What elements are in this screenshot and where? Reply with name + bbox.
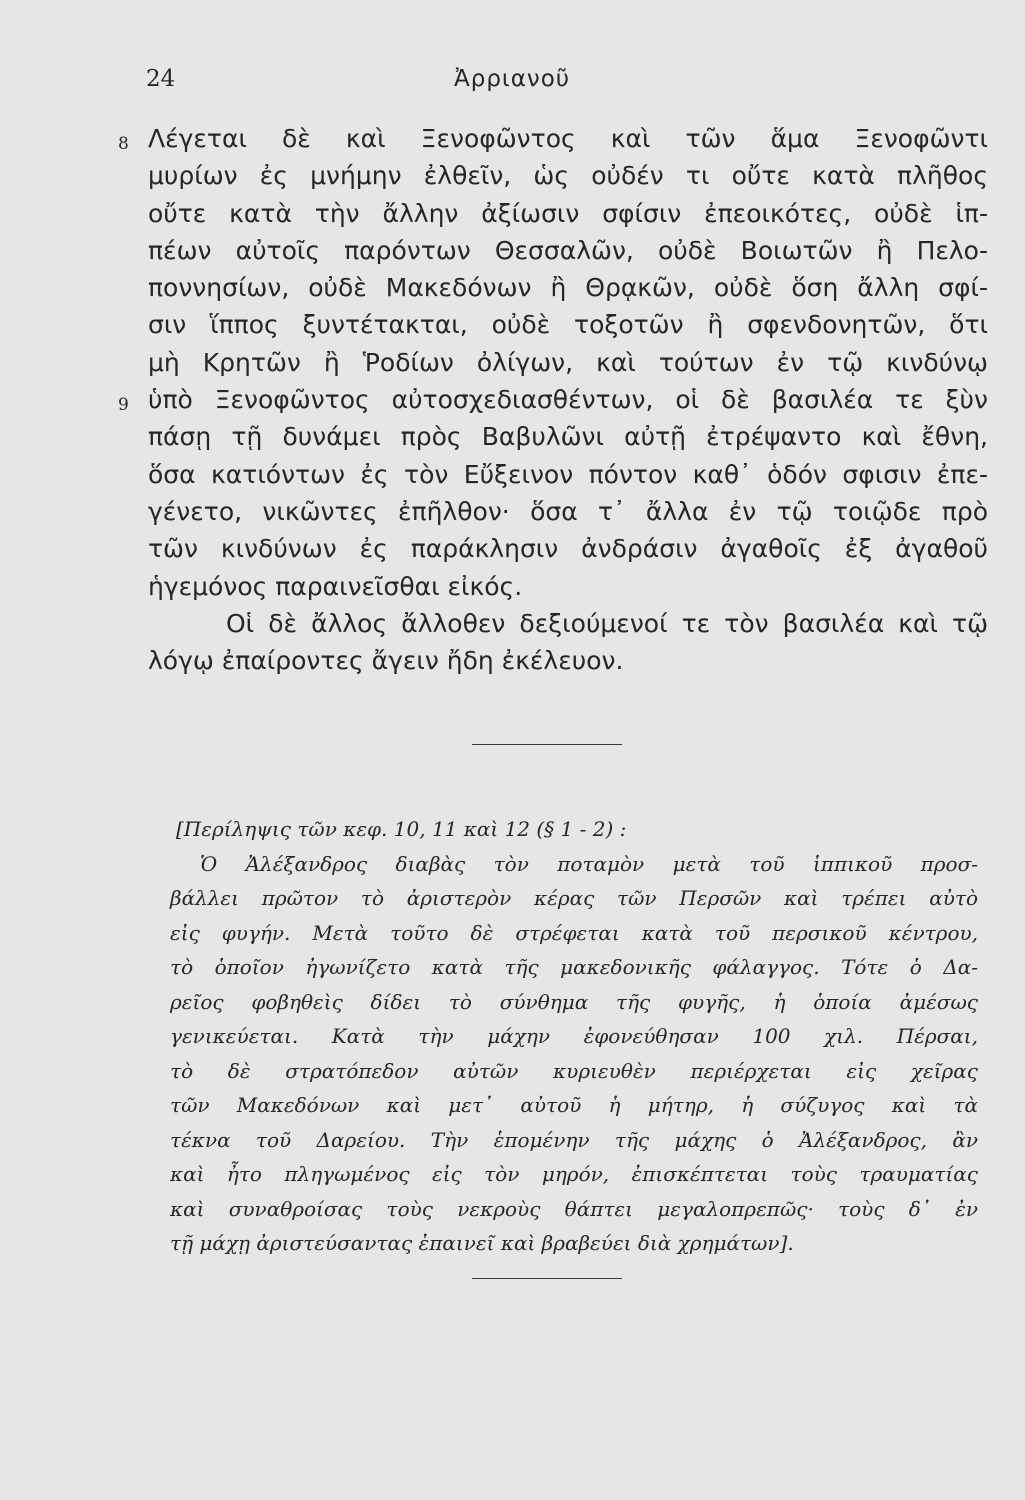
summary-line: βάλλει πρῶτον τὸ ἀριστερὸν κέρας τῶν Περσῶν καὶ τρέπει αὐτὸ: [170, 886, 978, 910]
summary-heading: [Περίληψις τῶν κεφ. 10, 11 καὶ 12 (§ 1 - 2) :: [176, 817, 627, 841]
text-line: [118, 120, 988, 157]
summary-line: καὶ συναθροίσας τοὺς νεκροὺς θάπτει μεγαλοπρεπῶς· τοὺς δ᾽ ἐν: [170, 1196, 978, 1221]
line-text: Λέγεται δὲ καὶ Ξενοφῶντος καὶ τῶν ἅμα Ξενοφῶντι: [148, 124, 988, 153]
chapter-summary: [170, 812, 978, 1261]
text-line: [118, 381, 988, 418]
text-line: λόγῳ ἐπαίροντες ἄγειν ἤδη ἐκέλευον.: [148, 646, 624, 676]
text-line: ὅσα κατιόντων ἐς τὸν Εὔξεινον πόντον καθ᾽ ὁδόν σφισιν ἐπε-: [148, 459, 988, 489]
summary-line: τέκνα τοῦ Δαρείου. Τὴν ἑπομένην τῆς μάχης ὁ Ἀλέξανδρος, ἂν: [170, 1127, 978, 1152]
text-line: τῶν κινδύνων ἐς παράκλησιν ἀνδράσιν ἀγαθοῖς ἐξ ἀγαθοῦ: [148, 534, 988, 564]
section-number: 9: [118, 395, 129, 416]
text-line: μυρίων ἐς μνήμην ἐλθεῖν, ὡς οὐδέν τι οὔτε κατὰ πλῆθος: [148, 161, 988, 191]
text-line: πέων αὐτοῖς παρόντων Θεσσαλῶν, οὐδὲ Βοιωτῶν ἢ Πελο-: [148, 235, 988, 265]
end-divider: [472, 1278, 622, 1279]
summary-line: γενικεύεται. Κατὰ τὴν μάχην ἐφονεύθησαν 100 χιλ. Πέρσαι,: [170, 1024, 978, 1048]
summary-line: καὶ ἦτο πληγωμένος εἰς τὸν μηρόν, ἐπισκέπτεται τοὺς τραυματίας: [170, 1162, 978, 1186]
text-line: ποννησίων, οὐδὲ Μακεδόνων ἢ Θρᾳκῶν, οὐδὲ ὅση ἄλλη σφί-: [148, 273, 988, 303]
text-line: μὴ Κρητῶν ἢ Ῥοδίων ὀλίγων, καὶ τούτων ἐν τῷ κινδύνῳ: [148, 347, 988, 377]
section-divider: [472, 744, 622, 745]
summary-line: τῇ μάχῃ ἀριστεύσαντας ἐπαινεῖ καὶ βραβεύει διὰ χρημάτων].: [170, 1231, 794, 1255]
summary-line: τὸ ὁποῖον ἠγωνίζετο κατὰ τῆς μακεδονικῆς φάλαγγος. Τότε ὁ Δα-: [170, 955, 978, 979]
page-number: 24: [146, 66, 176, 92]
line-text: ὑπὸ Ξενοφῶντος αὐτοσχεδιασθέντων, οἱ δὲ βασιλέα τε ξὺν: [148, 385, 988, 415]
text-line: Οἱ δὲ ἄλλος ἄλλοθεν δεξιούμενοί τε τὸν βασιλέα καὶ τῷ: [226, 608, 988, 638]
main-text: [118, 120, 988, 679]
text-line: ἡγεμόνος παραινεῖσθαι εἰκός.: [148, 571, 523, 601]
text-line: σιν ἵππος ξυντέτακται, οὐδὲ τοξοτῶν ἢ σφενδονητῶν, ὅτι: [148, 310, 988, 340]
summary-line: τῶν Μακεδόνων καὶ μετ᾽ αὐτοῦ ἡ μήτηρ, ἡ σύζυγος καὶ τὰ: [170, 1093, 978, 1117]
summary-line: ρεῖος φοβηθεὶς δίδει τὸ σύνθημα τῆς φυγῆς, ἡ ὁποία ἀμέσως: [170, 989, 978, 1014]
summary-line: τὸ δὲ στρατόπεδον αὐτῶν κυριευθὲν περιέρχεται εἰς χεῖρας: [170, 1058, 978, 1083]
section-number: 8: [118, 134, 129, 154]
summary-line: Ὁ Ἀλέξανδρος διαβὰς τὸν ποταμὸν μετὰ τοῦ ἱππικοῦ προσ-: [200, 851, 978, 876]
running-title: Ἀρριανοῦ: [454, 66, 571, 92]
text-line: γένετο, νικῶντες ἐπῆλθον· ὅσα τ᾽ ἄλλα ἐν τῷ τοιῷδε πρὸ: [148, 496, 988, 526]
summary-line: εἰς φυγήν. Μετὰ τοῦτο δὲ στρέφεται κατὰ τοῦ περσικοῦ κέντρου,: [170, 920, 978, 945]
text-line: πάσῃ τῇ δυνάμει πρὸς Βαβυλῶνι αὐτῇ ἐτρέψαντο καὶ ἔθνη,: [148, 422, 988, 452]
text-line: οὔτε κατὰ τὴν ἄλλην ἀξίωσιν σφίσιν ἐπεοικότες, οὐδὲ ἱπ-: [148, 198, 988, 228]
